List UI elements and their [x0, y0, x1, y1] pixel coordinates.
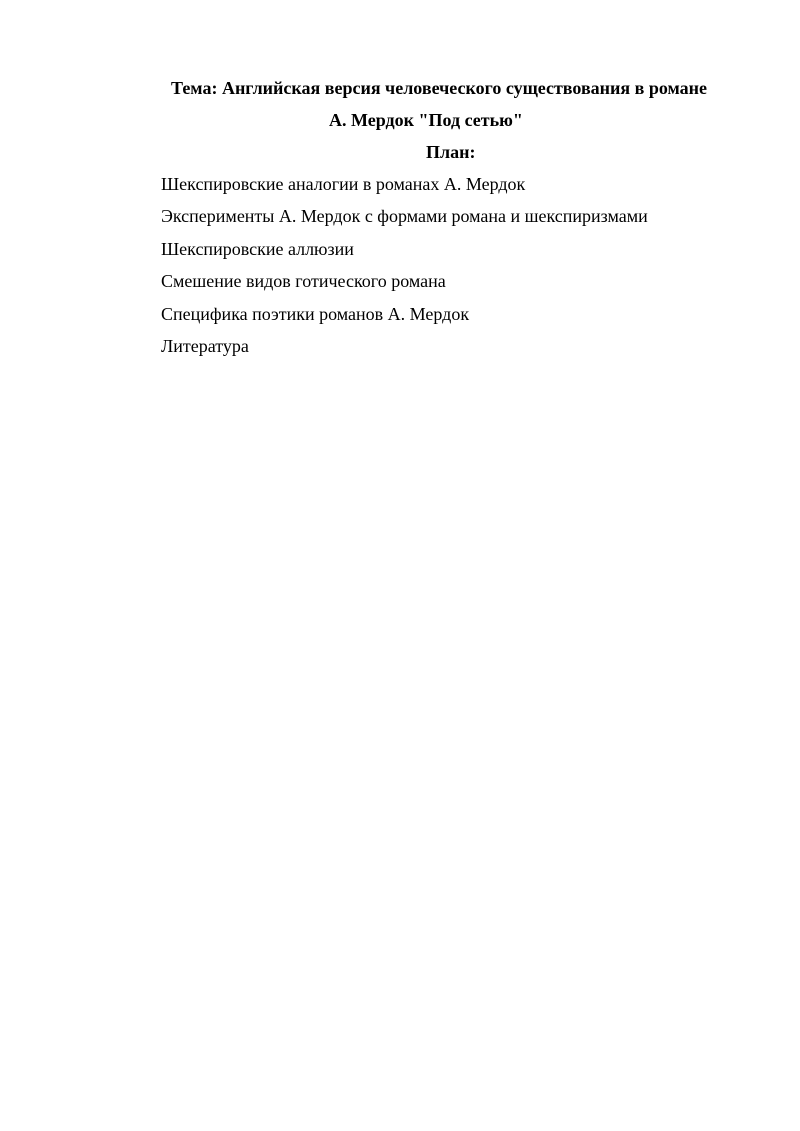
plan-heading: План: [426, 142, 476, 162]
plan-item: Специфика поэтики романов А. Мердок [161, 303, 470, 324]
plan-item: Литература [161, 335, 249, 356]
plan-list [161, 173, 648, 367]
plan-item: Смешение видов готического романа [161, 271, 446, 292]
plan-item: Шекспировские аллюзии [161, 238, 354, 259]
plan-item: Эксперименты А. Мердок с формами романа и шекспиризмами [161, 206, 648, 227]
plan-item: Шекспировские аналогии в романах А. Мердок [161, 174, 526, 194]
document-title-line-1: Тема: Английская версия человеческого существования в романе [171, 78, 708, 98]
document-title-line-2: А. Мердок "Под сетью" [329, 110, 523, 130]
